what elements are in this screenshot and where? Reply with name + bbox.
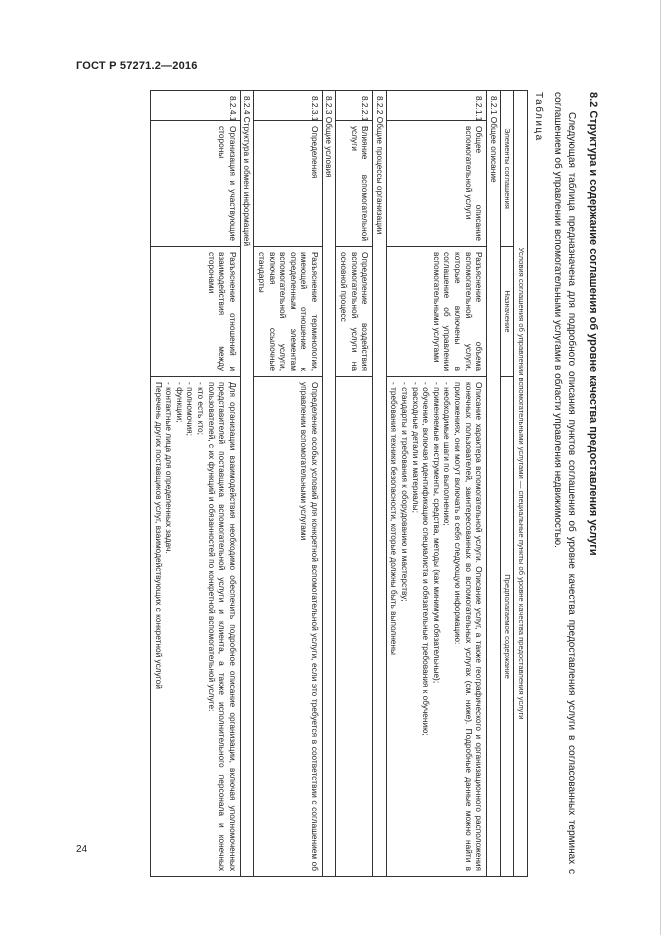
content-line: - стандарты и требования к оборудованию и мастерству; xyxy=(400,382,411,602)
row-content xyxy=(386,377,486,877)
table-header-row xyxy=(500,91,514,877)
rotated-page-content xyxy=(63,90,608,876)
section-intro: Следующая таблица предназначена для подробного описания пунктов соглашения об уровне качества предоставления услуги в согласованных терминах с соглашением об управлении вспомогательными услугами в области управления недвижимостью. xyxy=(552,92,577,874)
content-line: Описание характера вспомогательной услуги. Описание услуг, а также географического и организационного расположения конечных пользователей, заинтересованных во вспомогательных услугах (см. ниже). Подробные данные можно найти в приложениях, они могут включать в себя следующую информацию: xyxy=(453,382,485,872)
table-caption: Таблица xyxy=(533,92,544,142)
standard-header: ГОСТ Р 57271.2—2016 xyxy=(76,60,198,72)
content-line: - кто есть кто; xyxy=(195,382,206,435)
row-element: Влияние вспомогательной услуги xyxy=(336,121,373,247)
content-line: - обучение, включая идентификацию специалиста и обязательные требования к обучению; xyxy=(421,382,432,736)
section-title: 8.2 Структура и содержание соглашения об уровне качества предоставления услуги xyxy=(587,92,599,556)
table-row xyxy=(151,91,241,877)
row-element: Определения xyxy=(254,121,323,247)
table-header-span: Условия соглашения об управлении вспомогательными услугами — специальные пункты об уровне качества предоставления услуги xyxy=(514,91,528,877)
section-row xyxy=(487,91,501,877)
table-header-span-row xyxy=(514,91,528,877)
page-number: 24 xyxy=(76,844,88,855)
content-line: Перечень других поставщиков услуг, взаимодействующих с конкретной услугой xyxy=(153,382,164,689)
row-number: 8.2.1.1 xyxy=(386,91,486,121)
table-row xyxy=(254,91,323,877)
row-content xyxy=(254,377,323,877)
content-line: - требования техники безопасности, которые должны быть выполнены xyxy=(389,382,400,655)
section-label: 8.2.2 Общие процессы организации xyxy=(373,91,387,877)
content-line: - функции; xyxy=(174,382,185,423)
section-row xyxy=(240,91,254,877)
content-line: - контактные лица для определенных задач. xyxy=(164,382,175,554)
content-line: - полномочия; xyxy=(185,382,196,436)
column-header-purpose: Назначение xyxy=(500,247,514,377)
row-purpose: Разъяснение терминологии, имеющей отношение к определенным элементам вспомогательной услуги, включая ссылочные стандарты xyxy=(254,247,323,377)
section-label: 8.2.4 Структура и обмен информацией xyxy=(240,91,254,877)
table-row xyxy=(336,91,373,877)
row-content xyxy=(151,377,241,877)
row-number: 8.2.2.1 xyxy=(336,91,373,121)
table-row xyxy=(386,91,486,877)
row-number: 8.2.4.1 xyxy=(151,91,241,121)
content-line: Для организации взаимодействия необходимо обеспечить подробное описание организации, включая уполномоченных представителей поставщика вспомогательной услуги и клиента, а также исполнительного персонала и конечных пользователей, с их функций и обязанностей по конкретной вспомогательной услуге: xyxy=(206,382,238,872)
section-label: 8.2.1 Общее описание xyxy=(487,91,501,877)
row-element: Общее описание вспомогательной услуги xyxy=(386,121,486,247)
section-row xyxy=(373,91,387,877)
content-line: - необходимые шаги по выполнению; xyxy=(442,382,453,526)
row-purpose: Разъяснение отношений и взаимодействия между сторонами xyxy=(151,247,241,377)
row-number: 8.2.3.1 xyxy=(254,91,323,121)
content-line: - расходные детали и материалы; xyxy=(410,382,421,513)
column-header-elements: Элементы соглашения xyxy=(500,91,514,247)
row-purpose: Разъяснение объема вспомогательной услуги, которые включены в соглашение об управлении вспомогательными услугами xyxy=(386,247,486,377)
row-purpose: Определение воздействия вспомогательной услуги на основной процесс xyxy=(336,247,373,377)
row-element: Организация и участвующие стороны xyxy=(151,121,241,247)
row-content xyxy=(336,377,373,877)
content-line: - применяемые инструменты, средства, методы (как минимум обязательные); xyxy=(431,382,442,684)
agreement-table xyxy=(150,90,528,877)
section-label: 8.2.3 Общие условия xyxy=(322,91,336,877)
column-header-content: Предполагаемое содержание xyxy=(500,377,514,877)
section-row xyxy=(322,91,336,877)
content-line: Определение особых условий для конкретной вспомогательной услуги, если это требуется в соответствии с соглашением об управлении вспомогательными услугами xyxy=(299,382,320,872)
